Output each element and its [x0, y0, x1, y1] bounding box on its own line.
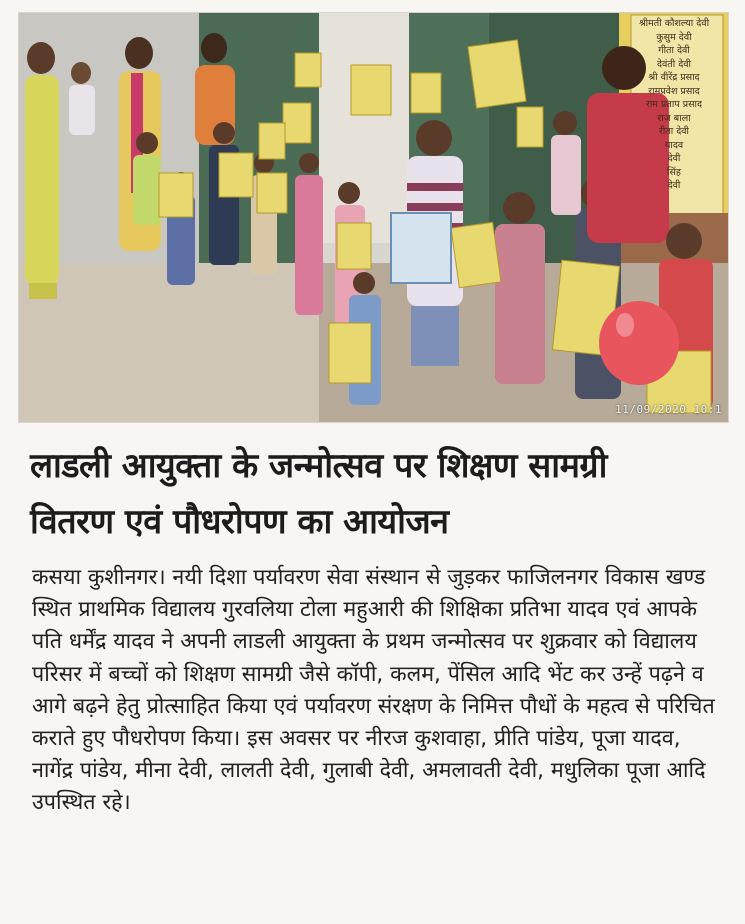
donor-board-text: श्रीमती कौशल्या देवी कुसुम देवी गीता देवी देवंती देवी श्री वीरेंद्र प्रसाद रामप्रवेश प्रसाद राम प्रताप प्रसाद राज बाला रीता देवी यादव देवी सिंह देवी [638, 18, 710, 191]
headline-line-1: लाडली आयुक्ता के जन्मोत्सव पर शिक्षण सामग्री [30, 446, 607, 486]
drawing-book [391, 213, 451, 283]
photo-timestamp: 11/09/2020 10:1 [615, 403, 722, 416]
headline-line-2: वितरण एवं पौधरोपण का आयोजन [30, 502, 449, 542]
article-body: कसया कुशीनगर। नयी दिशा पर्यावरण सेवा संस्थान से जुड़कर फाजिलनगर विकास खण्ड स्थित प्राथमिक विद्यालय गुरवलिया टोला महुआरी की शिक्षिका प्रतिभा यादव एवं आपके पति धर्मेंद्र यादव ने अपनी लाडली आयुक्ता के प्रथम जन्मोत्सव पर शुक्रवार को विद्यालय परिसर में बच्चों को शिक्षण सामग्री जैसे कॉपी, कलम, पेंसिल आदि भेंट कर उन्हें पढ़ने व आगे बढ़ने हेतु प्रोत्साहित किया एवं पर्यावरण संरक्षण के निमित्त पौधों के महत्व से परिचित कराते हुए पौधरोपण किया। इस अवसर पर नीरज कुशवाहा, प्रीति पांडेय, पूजा यादव, नागेंद्र पांडेय, मीना देवी, लालती देवी, गुलाबी देवी, अमलावती देवी, मधुलिका पूजा आदि उपस्थित रहे। [32, 565, 715, 816]
photo-illustration [19, 13, 728, 422]
article-headline [30, 438, 720, 550]
news-photo [18, 12, 729, 423]
